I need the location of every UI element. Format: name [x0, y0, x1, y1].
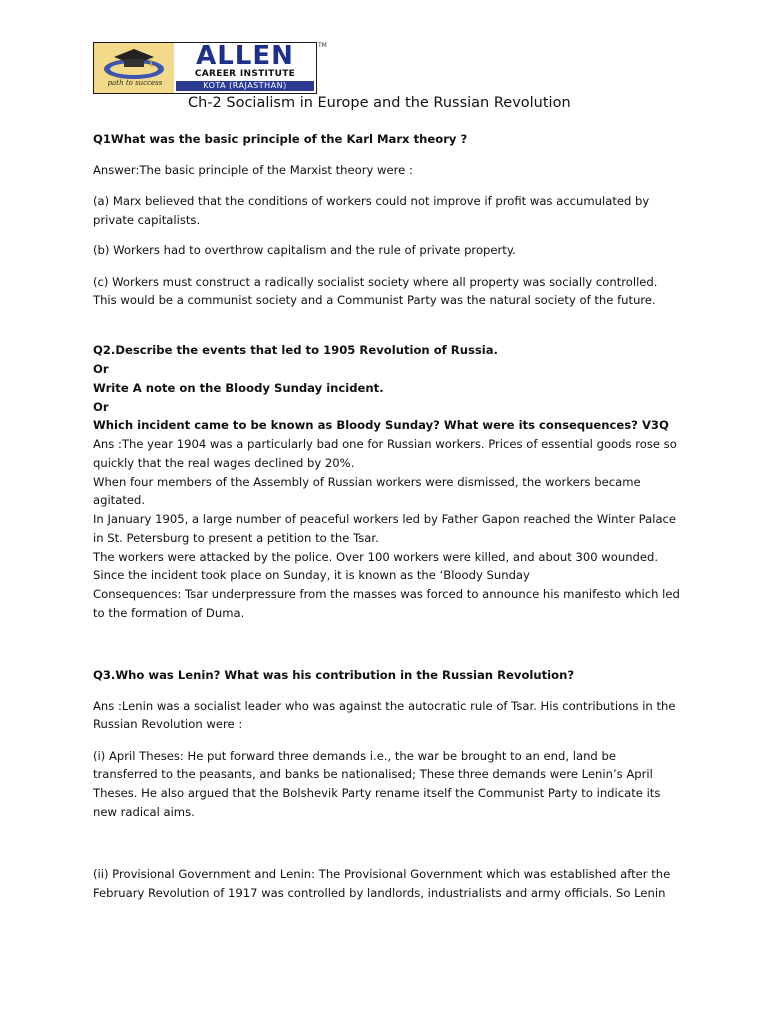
q2-or: Or: [93, 362, 109, 376]
logo-city: KOTA (RAJASTHAN): [176, 81, 314, 91]
q3-point-i: Theses. He also argued that the Bolshevik Party rename itself the Communist Party to indicate its: [93, 786, 661, 800]
q3-point-i: transferred to the peasants, and banks be nationalised; These three demands were Lenin’s April: [93, 767, 653, 781]
trademark-mark: TM: [318, 42, 327, 49]
q1-point-b: (b) Workers had to overthrow capitalism and the rule of private property.: [93, 243, 516, 257]
logo-tagline: path to success: [107, 79, 163, 87]
q2-answer-line: In January 1905, a large number of peaceful workers led by Father Gapon reached the Winter Palace: [93, 512, 677, 526]
q1-point-c: (c) Workers must construct a radically socialist society where all property was socially controlled.: [93, 275, 658, 289]
q2-answer-line: The workers were attacked by the police. Over 100 workers were killed, and about 300 wounded.: [93, 550, 659, 564]
q1-point-a: (a) Marx believed that the conditions of workers could not improve if profit was accumulated by: [93, 194, 650, 208]
q3-point-i: new radical aims.: [93, 805, 195, 819]
q1-point-c-cont: This would be a communist society and a Communist Party was the natural society of the future.: [93, 293, 656, 307]
graduation-cap-icon: [100, 47, 168, 81]
q2-answer-line: to the formation of Duma.: [93, 606, 245, 620]
q2-question-alt: Write A note on the Bloody Sunday incident.: [93, 381, 384, 395]
logo-name: ALLEN: [196, 41, 294, 71]
q2-or: Or: [93, 400, 109, 414]
q3-question: Q3.Who was Lenin? What was his contribution in the Russian Revolution?: [93, 668, 575, 682]
q2-answer-line: agitated.: [93, 493, 146, 507]
q3-point-i: (i) April Theses: He put forward three demands i.e., the war be brought to an end, land be: [93, 749, 616, 763]
allen-logo: [93, 42, 317, 94]
q2-answer-line: quickly that the real wages declined by 20%.: [93, 456, 355, 470]
q2-answer-line: in St. Petersburg to present a petition to the Tsar.: [93, 531, 379, 545]
q3-answer-line: Ans :Lenin was a socialist leader who was against the autocratic rule of Tsar. His contributions in the: [93, 699, 676, 713]
q1-answer-intro: Answer:The basic principle of the Marxist theory were :: [93, 163, 413, 177]
q1-question: Q1What was the basic principle of the Karl Marx theory ?: [93, 132, 468, 146]
q3-answer-line: Russian Revolution were :: [93, 717, 243, 731]
q2-question-alt: Which incident came to be known as Bloody Sunday? What were its consequences? V3Q: [93, 418, 669, 432]
logo-subtitle: CAREER INSTITUTE: [194, 69, 296, 79]
q2-answer-line: Consequences: Tsar underpressure from the masses was forced to announce his manifesto which led: [93, 587, 680, 601]
q2-answer-line: When four members of the Assembly of Russian workers were dismissed, the workers became: [93, 475, 641, 489]
logo-text-block: [174, 43, 316, 93]
q3-point-ii: (ii) Provisional Government and Lenin: The Provisional Government which was established after the: [93, 867, 671, 881]
q2-question: Q2.Describe the events that led to 1905 Revolution of Russia.: [93, 343, 498, 357]
page-title: Ch-2 Socialism in Europe and the Russian Revolution: [188, 95, 571, 111]
q2-answer-line: Since the incident took place on Sunday, it is known as the ‘Bloody Sunday: [93, 568, 530, 582]
logo-emblem: [94, 43, 174, 93]
q1-point-a-cont: private capitalists.: [93, 213, 201, 227]
q3-point-ii: February Revolution of 1917 was controlled by landlords, industrialists and army officials. So Lenin: [93, 886, 666, 900]
q2-answer-line: Ans :The year 1904 was a particularly bad one for Russian workers. Prices of essential goods rose so: [93, 437, 677, 451]
